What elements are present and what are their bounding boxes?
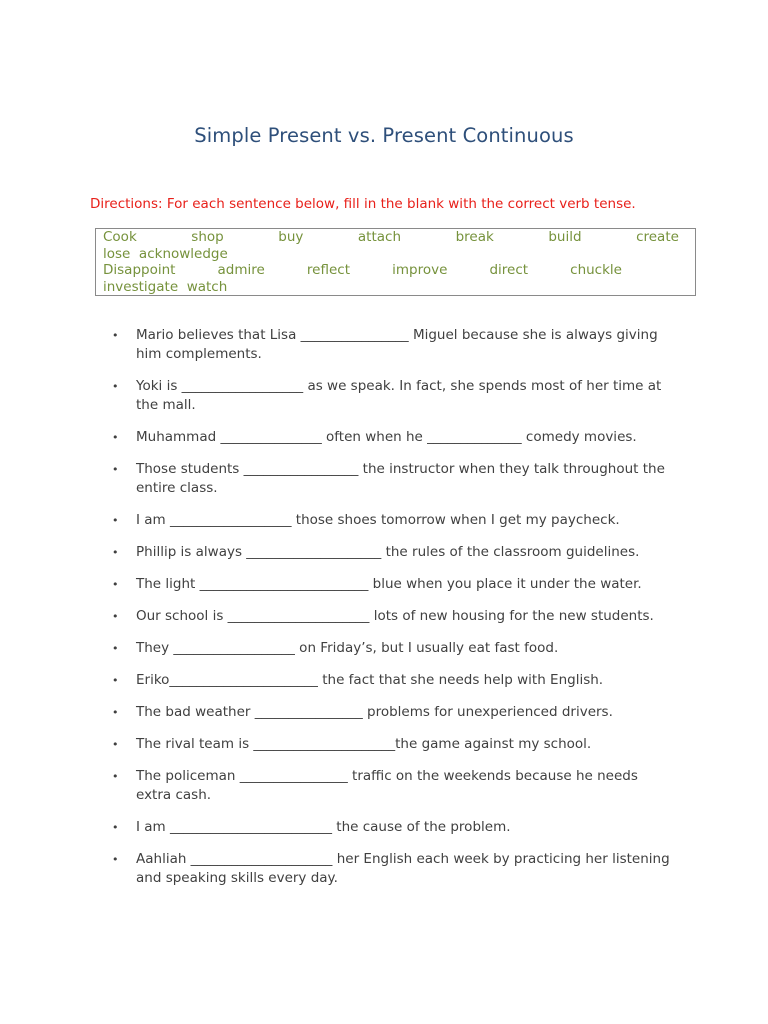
word-bank-row-2 [96, 262, 695, 279]
word-bank-word: create [636, 229, 679, 245]
sentence-text: Aahliah _____________________ her English each week by practicing her listening and speaking skills every day. [136, 851, 670, 886]
word-bank-row-1 [96, 229, 695, 246]
list-item [112, 607, 677, 626]
sentence-text: The bad weather ________________ problems for unexperienced drivers. [136, 704, 613, 720]
sentence-text: Muhammad _______________ often when he ______________ comedy movies. [136, 429, 637, 445]
list-item [112, 639, 677, 658]
bullet-icon: • [112, 610, 119, 623]
list-item [112, 818, 677, 837]
sentence-text: I am __________________ those shoes tomorrow when I get my paycheck. [136, 512, 620, 528]
sentence-text: The light _________________________ blue when you place it under the water. [136, 576, 642, 592]
page-title: Simple Present vs. Present Continuous [194, 124, 574, 147]
bullet-icon: • [112, 738, 119, 751]
word-bank-word: admire [217, 262, 265, 278]
word-bank-word: shop [191, 229, 224, 245]
list-item [112, 460, 677, 498]
bullet-icon: • [112, 329, 119, 342]
bullet-icon: • [112, 706, 119, 719]
bullet-icon: • [112, 578, 119, 591]
list-item [112, 377, 677, 415]
list-item [112, 511, 677, 530]
sentence-text: They __________________ on Friday’s, but I usually eat fast food. [136, 640, 559, 656]
bullet-icon: • [112, 853, 119, 866]
word-bank-row-2-wrap: investigate watch [103, 278, 228, 295]
sentence-text: The policeman ________________ traffic on the weekends because he needs extra cash. [136, 768, 638, 803]
bullet-icon: • [112, 674, 119, 687]
list-item [112, 703, 677, 722]
bullet-icon: • [112, 642, 119, 655]
sentence-text: Phillip is always ____________________ the rules of the classroom guidelines. [136, 544, 640, 560]
list-item [112, 575, 677, 594]
list-item [112, 735, 677, 754]
word-bank-word: Cook [103, 229, 137, 245]
word-bank-word: improve [392, 262, 448, 278]
sentence-text: I am ________________________ the cause of the problem. [136, 819, 511, 835]
word-bank-word: build [548, 229, 582, 245]
bullet-icon: • [112, 431, 119, 444]
sentence-text: Eriko______________________ the fact that she needs help with English. [136, 672, 604, 688]
bullet-icon: • [112, 463, 119, 476]
sentence-text: Mario believes that Lisa ________________ Miguel because she is always giving him complements. [136, 327, 658, 362]
sentence-text: Yoki is __________________ as we speak. In fact, she spends most of her time at the mall. [136, 378, 662, 413]
word-bank-word: attach [357, 229, 402, 245]
word-bank-word: direct [489, 262, 529, 278]
bullet-icon: • [112, 821, 119, 834]
list-item [112, 326, 677, 364]
bullet-icon: • [112, 546, 119, 559]
word-bank [95, 228, 696, 296]
sentence-text: Those students _________________ the instructor when they talk throughout the entire class. [136, 461, 665, 496]
word-bank-row-1-wrap: lose acknowledge [103, 245, 228, 262]
list-item [112, 767, 677, 805]
bullet-icon: • [112, 514, 119, 527]
bullet-icon: • [112, 380, 119, 393]
word-bank-word: Disappoint [103, 262, 176, 278]
word-bank-word: buy [278, 229, 304, 245]
list-item [112, 671, 677, 690]
bullet-icon: • [112, 770, 119, 783]
list-item [112, 543, 677, 562]
directions-text: Directions: For each sentence below, fill in the blank with the correct verb tense. [90, 196, 636, 212]
sentence-text: The rival team is _____________________the game against my school. [136, 736, 592, 752]
word-bank-word: chuckle [570, 262, 622, 278]
word-bank-word: break [455, 229, 494, 245]
sentence-text: Our school is _____________________ lots of new housing for the new students. [136, 608, 654, 624]
sentence-list [112, 326, 677, 901]
list-item [112, 850, 677, 888]
list-item [112, 428, 677, 447]
word-bank-word: reflect [306, 262, 351, 278]
